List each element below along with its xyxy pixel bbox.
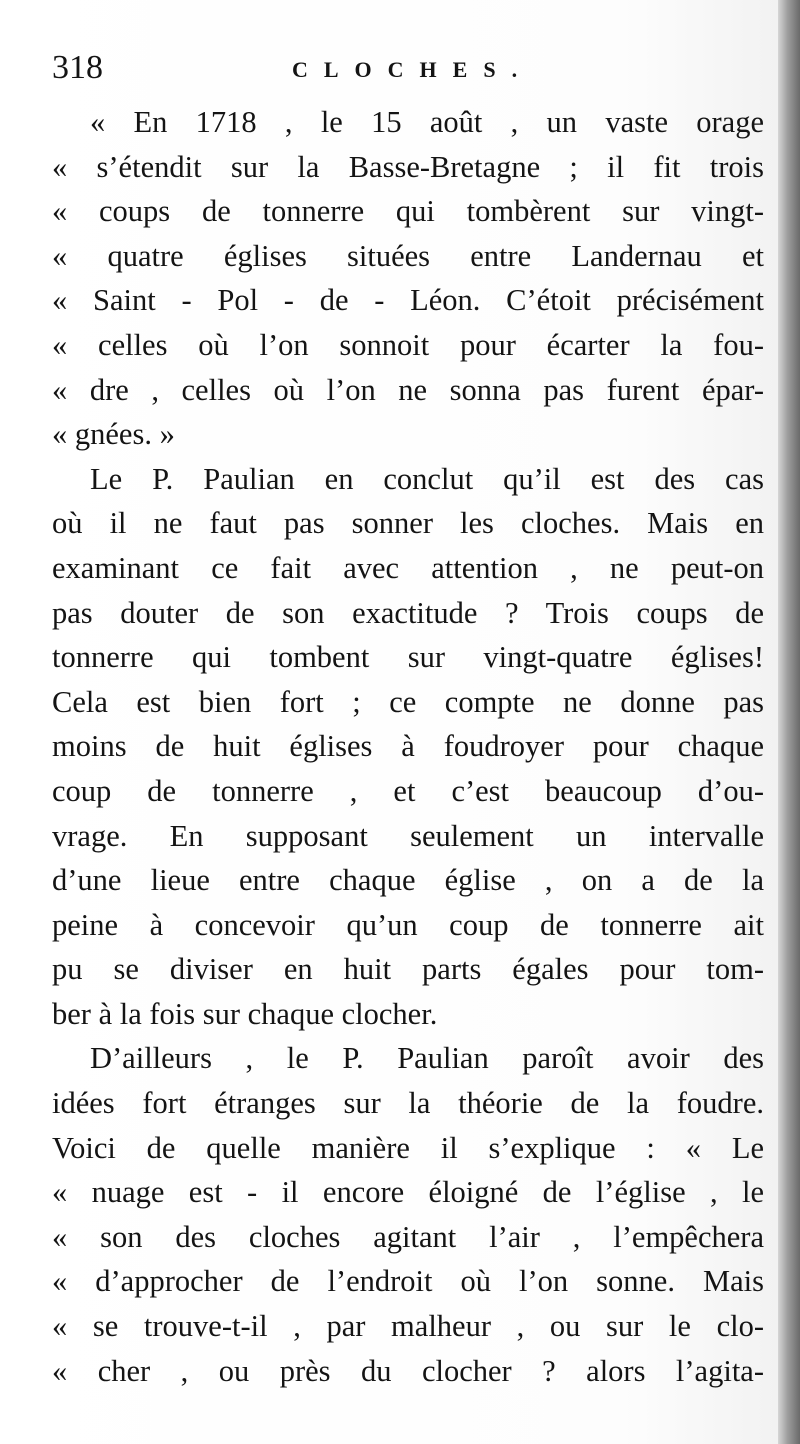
- text-line: « s’étendit sur la Basse-Bretagne ; il fit trois: [52, 149, 764, 184]
- text-line: « gnées. »: [52, 417, 175, 452]
- text-line: Voici de quelle manière il s’explique : « Le: [52, 1130, 764, 1165]
- text-line: d’une lieue entre chaque église , on a de la: [52, 863, 764, 898]
- text-line: « coups de tonnerre qui tombèrent sur vingt-: [52, 194, 764, 229]
- text-line: idées fort étranges sur la théorie de la foudre.: [52, 1086, 764, 1121]
- running-title: CLOCHES.: [292, 57, 534, 82]
- text-line: peine à concevoir qu’un coup de tonnerre ait: [52, 907, 764, 942]
- page-header: [52, 48, 740, 88]
- text-line: coup de tonnerre , et c’est beaucoup d’ou-: [52, 773, 764, 808]
- text-line: Cela est bien fort ; ce compte ne donne pas: [52, 684, 764, 719]
- text-line: tonnerre qui tombent sur vingt-quatre églises!: [52, 640, 764, 675]
- text-line: pas douter de son exactitude ? Trois coups de: [52, 595, 764, 630]
- text-line: Le P. Paulian en conclut qu’il est des cas: [90, 461, 764, 496]
- text-line: « celles où l’on sonnoit pour écarter la fou-: [52, 327, 764, 362]
- text-line: « dre , celles où l’on ne sonna pas furent épar-: [52, 372, 764, 407]
- text-line: pu se diviser en huit parts égales pour tom-: [52, 952, 764, 987]
- text-line: « En 1718 , le 15 août , un vaste orage: [90, 105, 764, 139]
- text-line: D’ailleurs , le P. Paulian paroît avoir des: [90, 1041, 764, 1076]
- text-line: vrage. En supposant seulement un intervalle: [52, 818, 764, 853]
- text-line: « cher , ou près du clocher ? alors l’agita-: [52, 1353, 764, 1388]
- text-line: ber à la fois sur chaque clocher.: [52, 996, 438, 1031]
- text-line: « quatre églises situées entre Landernau et: [52, 238, 764, 273]
- text-line: « Saint - Pol - de - Léon. C’étoit précisément: [52, 283, 764, 318]
- text-line: « d’approcher de l’endroit où l’on sonne. Mais: [52, 1264, 764, 1299]
- body-text: [52, 100, 764, 1393]
- text-line: « se trouve-t-il , par malheur , ou sur le clo-: [52, 1309, 764, 1344]
- text-line: où il ne faut pas sonner les cloches. Mais en: [52, 506, 764, 541]
- text-line: « nuage est - il encore éloigné de l’église , le: [52, 1175, 764, 1210]
- page-spine-shadow: [778, 0, 800, 1444]
- text-line: « son des cloches agitant l’air , l’empêchera: [52, 1219, 764, 1254]
- text-line: examinant ce fait avec attention , ne peut-on: [52, 550, 764, 585]
- text-line: moins de huit églises à foudroyer pour chaque: [52, 729, 764, 764]
- page-number: 318: [52, 49, 103, 86]
